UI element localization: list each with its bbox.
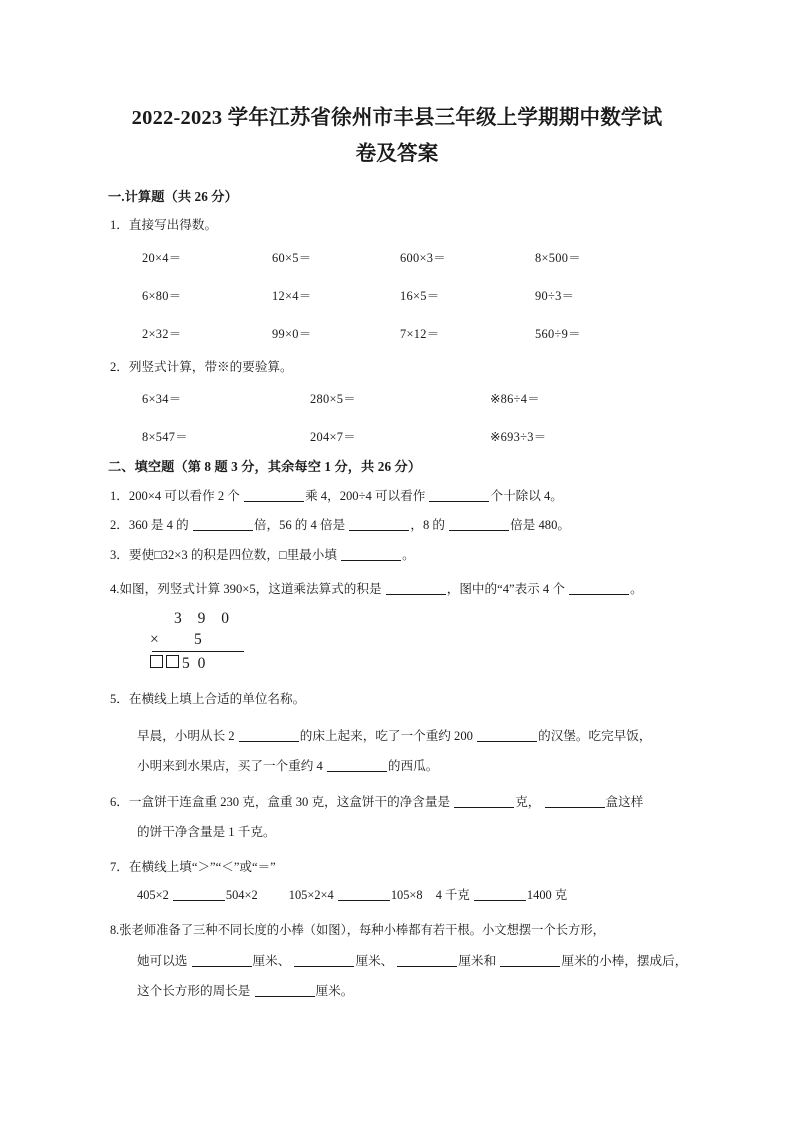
vertical-multiplication-figure <box>150 608 244 674</box>
answer-blank[interactable] <box>239 741 299 742</box>
q27-expr-2b: 105×8 <box>390 888 423 902</box>
title-line-1: 2022-2023 学年江苏省徐州市丰县三年级上学期期中数学试 <box>131 107 663 129</box>
answer-blank[interactable] <box>255 996 315 997</box>
q28-text-d: 厘米和 <box>458 954 497 968</box>
empty-box-icon[interactable] <box>166 655 179 668</box>
question-2-7-comparisons <box>137 886 567 905</box>
q24-text-c: 。 <box>630 582 643 596</box>
page-title <box>106 100 688 172</box>
question-2-8-line-1: 8.张老师准备了三种不同长度的小棒（如图），每种小棒都有若干根。小文想摆一个长方形， <box>110 923 605 937</box>
answer-blank[interactable] <box>545 807 605 808</box>
q26-text-a: 6．一盒饼干连盒重 230 克，盒重 30 克，这盒饼干的净含量是 <box>110 795 451 809</box>
answer-blank[interactable] <box>449 530 509 531</box>
expr-cell: 60×5＝ <box>272 251 312 265</box>
expr-cell: 90÷3＝ <box>535 289 575 303</box>
answer-blank[interactable] <box>349 530 409 531</box>
q22-text-a: 2．360 是 4 的 <box>110 518 189 532</box>
answer-blank[interactable] <box>341 560 401 561</box>
q27-expr-2a: 105×2×4 <box>288 888 334 902</box>
q27-expr-3b: 1400 克 <box>526 888 568 902</box>
question-2-6-line-2: 的饼干净含量是 1 千克。 <box>137 825 276 839</box>
q27-expr-1a: 405×2 <box>137 888 169 902</box>
q23-text-a: 3．要使□32×3 的积是四位数，□里最小填 <box>110 548 337 562</box>
q28-text-b: 厘米、 <box>252 954 291 968</box>
question-1-1-prompt: 1．直接写出得数。 <box>110 218 218 232</box>
question-2-5-line-2 <box>137 757 438 776</box>
vcalc-result-digits: 5 0 <box>182 655 208 672</box>
answer-blank[interactable] <box>429 501 489 502</box>
answer-blank[interactable] <box>500 966 560 967</box>
expr-cell: 8×547＝ <box>142 430 188 444</box>
vcalc-result-row <box>150 653 244 674</box>
q22-text-d: 倍是 480。 <box>510 518 570 532</box>
answer-blank[interactable] <box>192 966 252 967</box>
q25-text-d: 小明来到水果店，买了一个重约 4 <box>137 759 323 773</box>
q25-text-b: 的床上起来，吃了一个重约 200 <box>299 729 473 743</box>
section-1-heading: 一.计算题（共 26 分） <box>108 189 238 204</box>
q28-text-a: 她可以选 <box>137 954 188 968</box>
question-2-1 <box>110 487 563 506</box>
q28-text-g: 厘米。 <box>315 984 354 998</box>
q25-text-a: 早晨，小明从长 2 <box>137 729 235 743</box>
answer-blank[interactable] <box>397 966 457 967</box>
vcalc-multiplicand: 3 9 0 <box>174 610 235 627</box>
multiply-sign-icon: × <box>150 631 160 648</box>
empty-box-icon[interactable] <box>150 655 163 668</box>
q28-text-c: 厘米、 <box>355 954 394 968</box>
q25-text-c: 的汉堡。吃完早饭， <box>538 729 652 743</box>
expr-cell: 2×32＝ <box>142 327 182 341</box>
answer-blank[interactable] <box>193 530 253 531</box>
q22-text-b: 倍，56 的 4 倍是 <box>253 518 346 532</box>
question-2-5-prompt: 5．在横线上填上合适的单位名称。 <box>110 692 306 706</box>
answer-blank[interactable] <box>454 807 514 808</box>
q26-text-c: 盒这样 <box>605 795 644 809</box>
question-2-3 <box>110 546 415 565</box>
expr-cell: ※693÷3＝ <box>490 430 547 444</box>
answer-blank[interactable] <box>386 594 446 595</box>
q28-text-e: 厘米的小棒，摆成后， <box>561 954 688 968</box>
answer-blank[interactable] <box>569 594 629 595</box>
q27-expr-1b: 504×2 <box>225 888 258 902</box>
question-2-8-line-3 <box>137 982 353 1001</box>
expr-cell: 99×0＝ <box>272 327 312 341</box>
question-1-2-prompt: 2．列竖式计算，带※的要验算。 <box>110 360 293 374</box>
vcalc-divider <box>152 651 244 652</box>
answer-blank[interactable] <box>244 501 304 502</box>
comparison-blank[interactable] <box>173 900 225 901</box>
q28-text-f: 这个长方形的周长是 <box>137 984 251 998</box>
question-2-6-line-1 <box>110 793 643 812</box>
expr-cell: ※86÷4＝ <box>490 392 540 406</box>
question-2-4 <box>110 580 643 599</box>
answer-blank[interactable] <box>294 966 354 967</box>
expr-cell: 280×5＝ <box>310 392 356 406</box>
expr-cell: 8×500＝ <box>535 251 581 265</box>
question-2-2 <box>110 516 570 535</box>
vcalc-multiplier-row <box>150 629 244 650</box>
expr-cell: 204×7＝ <box>310 430 356 444</box>
comparison-blank[interactable] <box>338 900 390 901</box>
q22-text-c: ，8 的 <box>410 518 445 532</box>
vcalc-multiplier: 5 <box>194 631 203 648</box>
q24-text-a: 4.如图，列竖式计算 390×5，这道乘法算式的积是 <box>110 582 382 596</box>
section-2-heading: 二、填空题（第 8 题 3 分，其余每空 1 分，共 26 分） <box>108 459 422 474</box>
expr-cell: 12×4＝ <box>272 289 312 303</box>
question-2-5-line-1 <box>137 727 651 746</box>
q21-text-a: 1．200×4 可以看作 2 个 <box>110 489 240 503</box>
expr-cell: 20×4＝ <box>142 251 182 265</box>
expr-cell: 6×80＝ <box>142 289 182 303</box>
title-line-2: 卷及答案 <box>355 143 439 165</box>
question-2-7-prompt: 7．在横线上填“＞”“＜”或“＝” <box>110 860 276 874</box>
expr-cell: 6×34＝ <box>142 392 182 406</box>
q23-text-b: 。 <box>402 548 415 562</box>
q24-text-b: ，图中的“4”表示 4 个 <box>446 582 565 596</box>
q21-text-c: 个十除以 4。 <box>490 489 563 503</box>
q21-text-b: 乘 4，200÷4 可以看作 <box>305 489 426 503</box>
expr-cell: 560÷9＝ <box>535 327 581 341</box>
expr-cell: 7×12＝ <box>400 327 440 341</box>
question-2-8-line-2 <box>137 952 687 971</box>
expr-cell: 16×5＝ <box>400 289 440 303</box>
q26-text-b: 克， <box>515 795 541 809</box>
answer-blank[interactable] <box>477 741 537 742</box>
expr-cell: 600×3＝ <box>400 251 446 265</box>
comparison-blank[interactable] <box>474 900 526 901</box>
answer-blank[interactable] <box>327 771 387 772</box>
q27-expr-3a: 4 千克 <box>435 888 470 902</box>
q25-text-e: 的西瓜。 <box>387 759 439 773</box>
